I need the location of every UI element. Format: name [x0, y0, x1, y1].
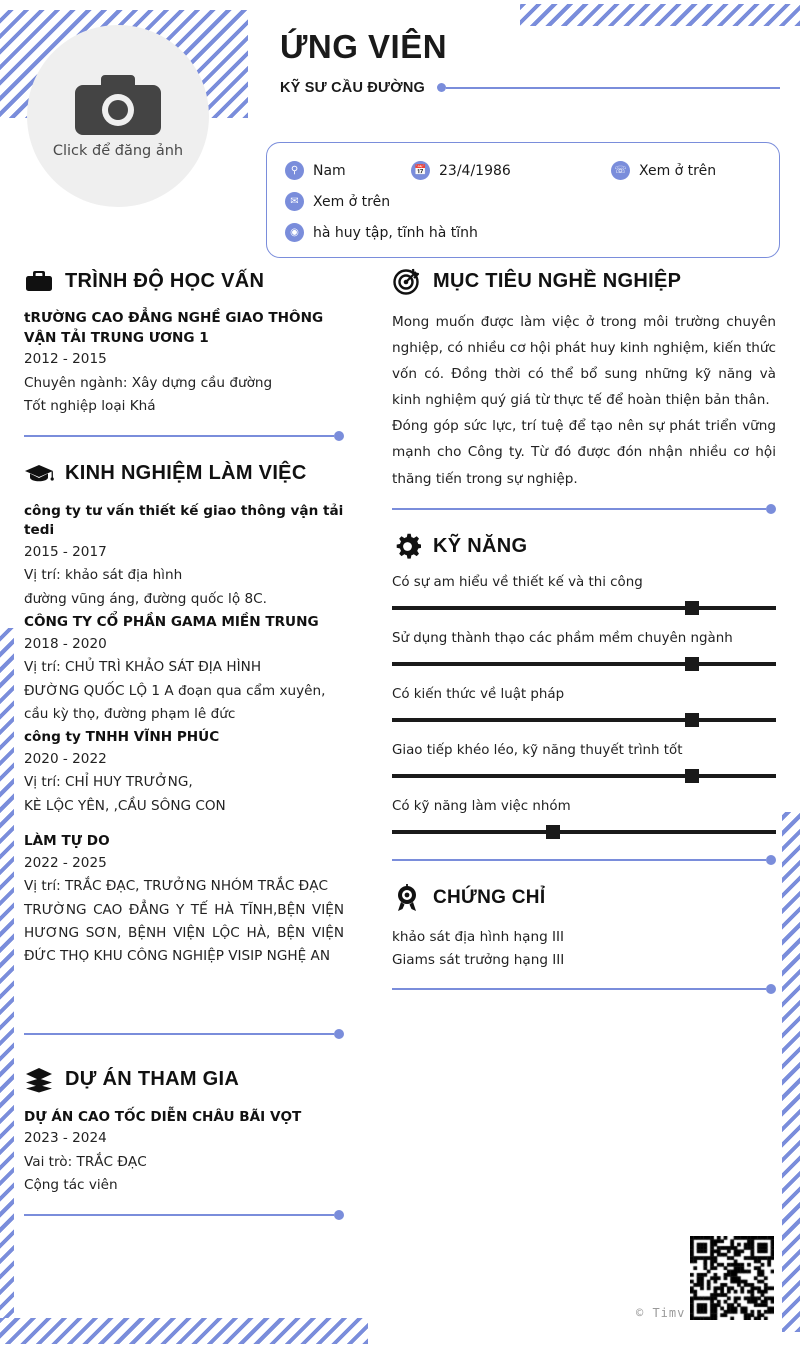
divider-education: [24, 431, 344, 441]
slider-knob[interactable]: [685, 713, 699, 727]
experience-heading: [24, 459, 344, 489]
slider-track: [392, 774, 776, 778]
contact-row-2: [285, 192, 779, 211]
slider-knob[interactable]: [685, 657, 699, 671]
calendar-icon: 📅: [411, 161, 430, 180]
certificate-item: Giams sát trưởng hạng III: [392, 952, 565, 969]
experience-entry-2: [24, 613, 344, 726]
certificates-title: CHỨNG CHỈ: [433, 886, 546, 908]
skill-label: Sử dụng thành thạo các phầm mềm chuyên ngành: [392, 630, 733, 646]
skill-slider[interactable]: [392, 713, 776, 727]
gear-icon: [392, 532, 422, 562]
graduation-cap-icon: [24, 459, 54, 489]
contact-gender[interactable]: [285, 161, 411, 180]
candidate-name: ỨNG VIÊN: [280, 28, 448, 65]
contact-email-value: Xem ở trên: [313, 193, 391, 210]
briefcase-icon: [24, 266, 54, 296]
skill-label: Giao tiếp khéo léo, kỹ năng thuyết trình tốt: [392, 742, 683, 758]
skill-item: [392, 631, 776, 671]
skills-title: KỸ NĂNG: [433, 535, 528, 558]
stripe-decoration-right: [782, 812, 800, 1332]
skill-slider[interactable]: [392, 657, 776, 671]
experience-company: CÔNG TY CỔ PHẦN GAMA MIỀN TRUNG: [24, 614, 319, 631]
contact-address-value: hà huy tập, tĩnh hà tĩnh: [313, 224, 478, 241]
project-note: Cộng tác viên: [24, 1177, 118, 1194]
experience-company: công ty TNHH VĨNH PHÚC: [24, 729, 220, 746]
skill-item: [392, 687, 776, 727]
experience-entry-3: [24, 728, 344, 818]
experience-detail: Vị trí: TRẮC ĐẠC, TRƯỞNG NHÓM TRẮC ĐẠC: [24, 878, 328, 895]
watermark-text: © Timv: [636, 1306, 686, 1320]
experience-title: KINH NGHIỆM LÀM VIỆC: [65, 462, 307, 485]
qr-code-icon: [690, 1236, 774, 1320]
divider-projects: [24, 1210, 344, 1220]
gender-icon: ⚲: [285, 161, 304, 180]
photo-upload-placeholder[interactable]: [27, 25, 209, 207]
stripe-decoration-left: [0, 628, 14, 1328]
project-entry: [24, 1108, 344, 1198]
objective-paragraph: Đóng góp sức lực, trí tuệ để tạo nên sự phát triển vững mạnh cho Công ty. Từ đó được đón nhận nhiều cơ hội thăng tiến trong sự nghiệp.: [392, 418, 776, 487]
camera-icon: [75, 73, 161, 135]
project-role: Vai trò: TRẮC ĐẠC: [24, 1153, 147, 1170]
contact-gender-value: Nam: [313, 162, 346, 179]
experience-detail: Vị trí: CHỈ HUY TRƯỞNG,: [24, 774, 193, 791]
certificates-heading: [392, 883, 776, 913]
slider-track: [392, 718, 776, 722]
education-title: TRÌNH ĐỘ HỌC VẤN: [65, 269, 265, 292]
skill-slider[interactable]: [392, 769, 776, 783]
candidate-role: KỸ SƯ CẦU ĐƯỜNG: [280, 79, 425, 96]
stripe-decoration-top-right: [520, 4, 800, 26]
experience-company: LÀM TỰ DO: [24, 833, 110, 850]
accent-line: [446, 87, 780, 89]
right-column: [392, 266, 776, 1012]
section-skills: [392, 532, 776, 865]
slider-track: [392, 830, 776, 834]
skill-slider[interactable]: [392, 825, 776, 839]
project-period: 2023 - 2024: [24, 1130, 107, 1147]
slider-knob[interactable]: [546, 825, 560, 839]
experience-detail: ĐƯỜNG QUỐC LỘ 1 A đoạn qua cẩm xuyên, cầu kỳ thọ, đường phạm lê đức: [24, 682, 326, 722]
education-result: Tốt nghiệp loại Khá: [24, 398, 156, 415]
experience-detail: đường vũng áng, đường quốc lộ 8C.: [24, 590, 267, 607]
contact-row-3: [285, 223, 779, 242]
photo-upload-caption: Click để đăng ảnh: [52, 143, 184, 159]
section-experience: [24, 459, 344, 1039]
skill-item: [392, 799, 776, 839]
contact-info-box: [266, 142, 780, 258]
slider-track: [392, 662, 776, 666]
education-entry: [24, 309, 344, 419]
envelope-icon: ✉: [285, 192, 304, 211]
skills-heading: [392, 532, 776, 562]
skill-slider[interactable]: [392, 601, 776, 615]
contact-dob-value: 23/4/1986: [439, 162, 511, 179]
location-pin-icon: ◉: [285, 223, 304, 242]
section-objective: [392, 266, 776, 514]
contact-dob[interactable]: [411, 161, 611, 180]
education-school: tRƯỜNG CAO ĐẲNG NGHỀ GIAO THÔNG VẬN TẢI TRUNG ƯƠNG 1: [24, 310, 324, 346]
layers-icon: [24, 1065, 54, 1095]
experience-period: 2018 - 2020: [24, 635, 107, 652]
experience-entry-4: [24, 832, 344, 969]
experience-period: 2020 - 2022: [24, 750, 107, 767]
slider-track: [392, 606, 776, 610]
phone-icon: ☏: [611, 161, 630, 180]
cv-header: [280, 28, 780, 96]
section-projects: [24, 1065, 344, 1220]
award-medal-icon: [392, 883, 422, 913]
slider-knob[interactable]: [685, 769, 699, 783]
projects-title: DỰ ÁN THAM GIA: [65, 1068, 240, 1091]
education-period: 2012 - 2015: [24, 351, 107, 368]
divider-objective: [392, 504, 776, 514]
experience-period: 2022 - 2025: [24, 854, 107, 871]
skill-item: [392, 575, 776, 615]
experience-company: công ty tư vấn thiết kế giao thông vận tải tedi: [24, 502, 344, 539]
experience-detail: Vị trí: CHỦ TRÌ KHẢO SÁT ĐỊA HÌNH: [24, 659, 262, 676]
skill-label: Có kỹ năng làm việc nhóm: [392, 798, 571, 814]
slider-knob[interactable]: [685, 601, 699, 615]
divider-experience: [24, 1029, 344, 1039]
candidate-role-row: [280, 80, 780, 96]
divider-certificates: [392, 984, 776, 994]
objective-title: MỤC TIÊU NGHỀ NGHIỆP: [433, 269, 682, 292]
experience-detail: TRƯỜNG CAO ĐẲNG Y TẾ HÀ TĨNH,BỆN VIỆN HƯƠNG SƠN, BỆNH VIỆN LỘC HÀ, BỆN VIỆN ĐỨC THỌ KHU CÔNG NGHIỆP VISIP NGHỆ AN: [24, 901, 344, 965]
project-name: DỰ ÁN CAO TỐC DIỄN CHÂU BÃI VỌT: [24, 1108, 302, 1125]
stripe-decoration-bottom: [0, 1318, 368, 1344]
objective-paragraph: Mong muốn được làm việc ở trong môi trường chuyên nghiệp, có nhiều cơ hội phát huy kinh nghiệm, kiến thức vốn có. Đồng thời có thể bổ sung những kỹ năng và kinh nghiệm quý giá từ thực tế để hoàn thiện bản thân.: [392, 314, 776, 409]
section-education: [24, 266, 344, 441]
experience-entry-1: [24, 502, 344, 612]
divider-skills: [392, 855, 776, 865]
contact-phone[interactable]: [611, 161, 716, 180]
target-icon: [392, 266, 422, 296]
skill-label: Có sự am hiểu về thiết kế và thi công: [392, 574, 643, 590]
section-certificates: [392, 883, 776, 995]
skill-item: [392, 743, 776, 783]
education-heading: [24, 266, 344, 296]
objective-heading: [392, 266, 776, 296]
education-major: Chuyên ngành: Xây dựng cầu đường: [24, 374, 273, 391]
certificate-item: khảo sát địa hình hạng III: [392, 928, 565, 945]
left-column: [24, 266, 344, 1238]
accent-dot: [437, 83, 446, 92]
contact-address[interactable]: [285, 223, 478, 242]
skill-label: Có kiến thức về luật pháp: [392, 686, 565, 702]
contact-phone-value: Xem ở trên: [639, 162, 717, 179]
contact-row-1: [285, 161, 779, 180]
projects-heading: [24, 1065, 344, 1095]
experience-detail: Vị trí: khảo sát địa hình: [24, 567, 183, 584]
experience-detail: KÈ LỘC YÊN, ,CẦU SÔNG CON: [24, 797, 226, 814]
contact-email[interactable]: [285, 192, 390, 211]
experience-period: 2015 - 2017: [24, 543, 107, 560]
